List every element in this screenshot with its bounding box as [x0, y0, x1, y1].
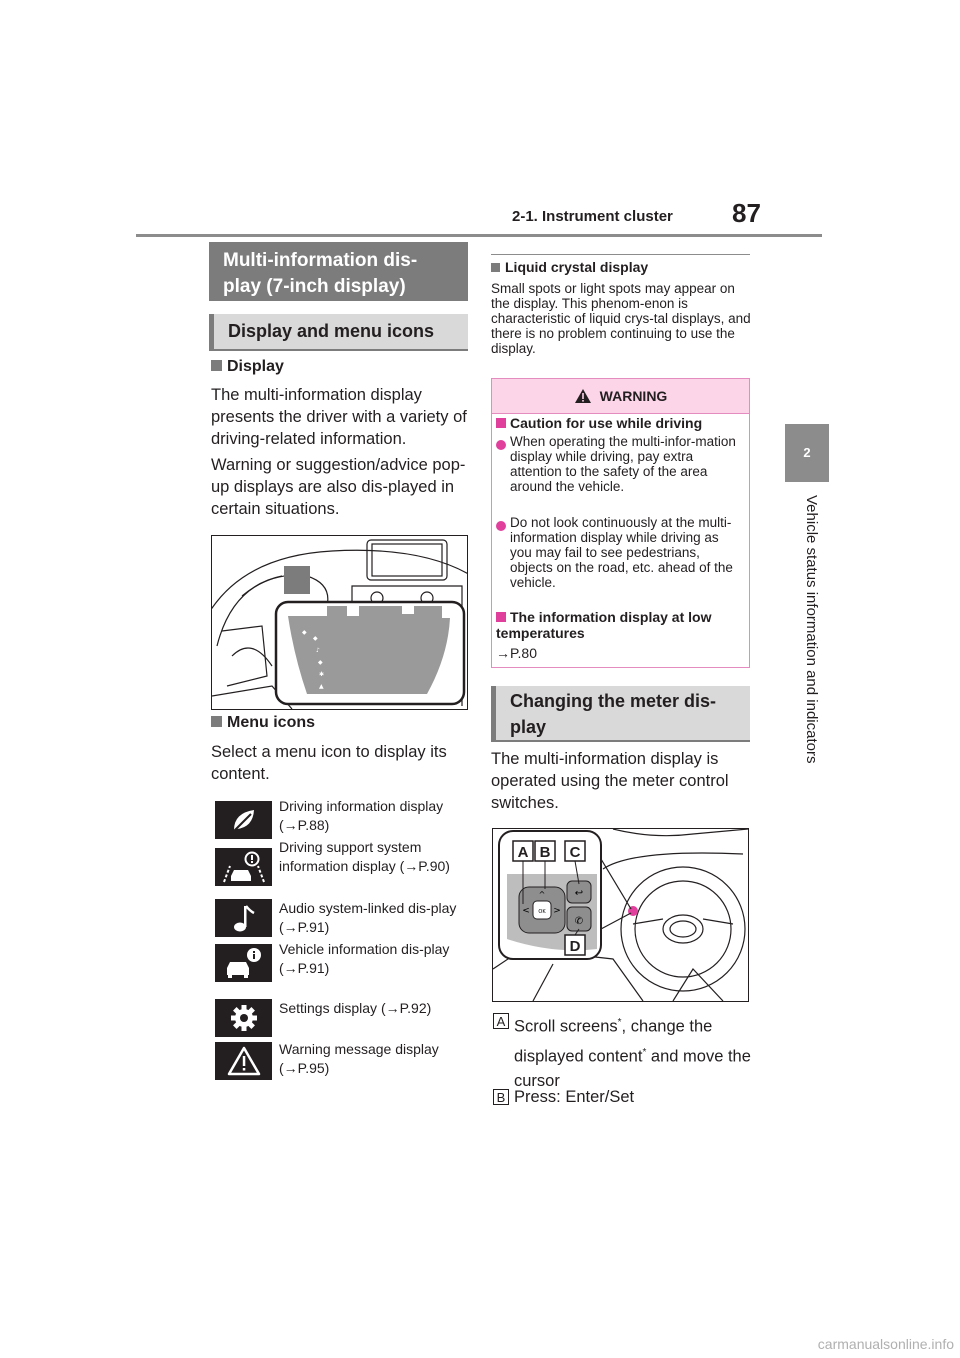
lcd-paragraph: Small spots or light spots may appear on the display. This phenom-enon is characteristic of liquid crys-tal displays, and there is no problem continuing to use the display.	[491, 281, 751, 356]
watermark: carmanualsonline.info	[817, 1336, 954, 1352]
switch-label-c: C	[569, 844, 581, 861]
display-paragraph-2: Warning or suggestion/advice pop-up displays are also dis-played in certain situations.	[211, 456, 466, 518]
svg-text:OK: OK	[538, 909, 546, 915]
menu-icon-vehicle-info	[215, 944, 272, 982]
section-heading: Multi-information dis- play (7-inch display)	[209, 242, 468, 301]
bullet-square-icon	[211, 716, 222, 727]
svg-text:↩: ↩	[574, 888, 584, 899]
change-meter-paragraph: The multi-information display is operated using the meter control switches.	[491, 750, 729, 812]
item-b-marker: B	[493, 1089, 509, 1105]
menu-icon-vehicle-info-label: Vehicle information dis-play (→P.91)	[279, 941, 450, 976]
warning-icon	[574, 388, 592, 404]
chapter-label-text: Vehicle status information and indicators	[803, 495, 820, 764]
item-a-text: Scroll screens*, change the displayed content* and move the cursor	[514, 1017, 751, 1090]
svg-text:✱: ✱	[319, 671, 325, 678]
item-a-marker: A	[493, 1013, 509, 1029]
leaf-icon	[229, 805, 259, 835]
menu-icon-driving-support-label: Driving support system information display (→P.90)	[279, 839, 450, 874]
svg-text:✆: ✆	[574, 916, 584, 927]
warning-icon	[227, 1046, 261, 1076]
svg-text:◆: ◆	[318, 659, 323, 666]
menu-icon-settings	[215, 999, 272, 1037]
svg-text:<: <	[522, 906, 530, 916]
header-divider	[136, 234, 822, 237]
svg-text:◆: ◆	[302, 629, 307, 636]
bullet-dot-icon	[496, 440, 506, 450]
warning-heading-1: Caution for use while driving	[496, 415, 702, 431]
chapter-label	[800, 495, 820, 801]
music-note-icon	[232, 903, 256, 933]
menu-icons-heading: Menu icons	[211, 714, 315, 732]
menu-icon-warning-label: Warning message display (→P.95)	[279, 1041, 439, 1076]
menu-icon-audio	[215, 899, 272, 937]
column-top-rule	[491, 254, 750, 255]
switch-label-d: D	[569, 938, 581, 955]
bullet-square-icon	[491, 263, 500, 272]
page-number: 87	[732, 198, 761, 228]
svg-text:◆: ◆	[313, 635, 318, 642]
warning-bullet-2: Do not look continuously at the multi-information display while driving as you may fail to see pedestrians, objects on the road, etc. ahead of the vehicle.	[510, 515, 733, 590]
section-title: 2-1. Instrument cluster	[512, 208, 673, 225]
menu-icons-paragraph: Select a menu icon to display its content.	[211, 743, 447, 783]
change-meter-heading: Changing the meter dis- play	[491, 686, 750, 742]
dashboard-illustration	[211, 535, 468, 710]
vehicle-info-icon	[222, 946, 266, 980]
warning-title: WARNING	[599, 388, 668, 404]
switch-label-a: A	[517, 844, 529, 861]
warning-box	[491, 378, 750, 668]
menu-icon-driving-support	[215, 848, 272, 886]
bullet-dot-icon	[496, 521, 506, 531]
dashboard-drawing	[212, 536, 467, 709]
subsection-heading: Display and menu icons	[209, 314, 468, 351]
chapter-tab: 2	[785, 424, 829, 482]
svg-text:^: ^	[538, 890, 546, 899]
svg-text:▲: ▲	[319, 683, 324, 690]
menu-icon-warning	[215, 1042, 272, 1080]
driving-support-icon	[222, 850, 266, 884]
menu-icon-audio-label: Audio system-linked dis-play (→P.91)	[279, 900, 457, 935]
warning-bullet-1-icon	[496, 437, 510, 455]
display-heading: Display	[211, 358, 284, 376]
bullet-square-icon	[496, 418, 506, 428]
steering-switch-drawing	[493, 829, 748, 1001]
svg-text:>: >	[553, 906, 561, 916]
display-paragraph-1: The multi-information display presents the driver with a variety of driving-related information.	[211, 386, 467, 448]
steering-switch-illustration	[492, 828, 749, 1002]
warning-header	[492, 379, 749, 414]
menu-icon-settings-label: Settings display (→P.92)	[279, 1000, 432, 1016]
warning-bullet-2-icon	[496, 518, 510, 536]
bullet-square-icon	[496, 612, 506, 622]
menu-icon-driving-info	[215, 801, 272, 839]
bullet-square-icon	[211, 360, 222, 371]
gear-icon	[229, 1003, 259, 1033]
warning-reference: →P.80	[496, 645, 537, 661]
menu-icon-driving-info-label: Driving information display (→P.88)	[279, 798, 444, 833]
warning-bullet-1: When operating the multi-infor-mation display while driving, pay extra attention to the safety of the area around the vehicle.	[510, 434, 736, 494]
lcd-heading: Liquid crystal display	[491, 259, 648, 275]
switch-label-b: B	[539, 844, 551, 861]
warning-heading-2: The information display at low temperatures	[496, 609, 712, 641]
item-b-text: Press: Enter/Set	[514, 1088, 635, 1106]
svg-text:♪: ♪	[316, 647, 320, 654]
